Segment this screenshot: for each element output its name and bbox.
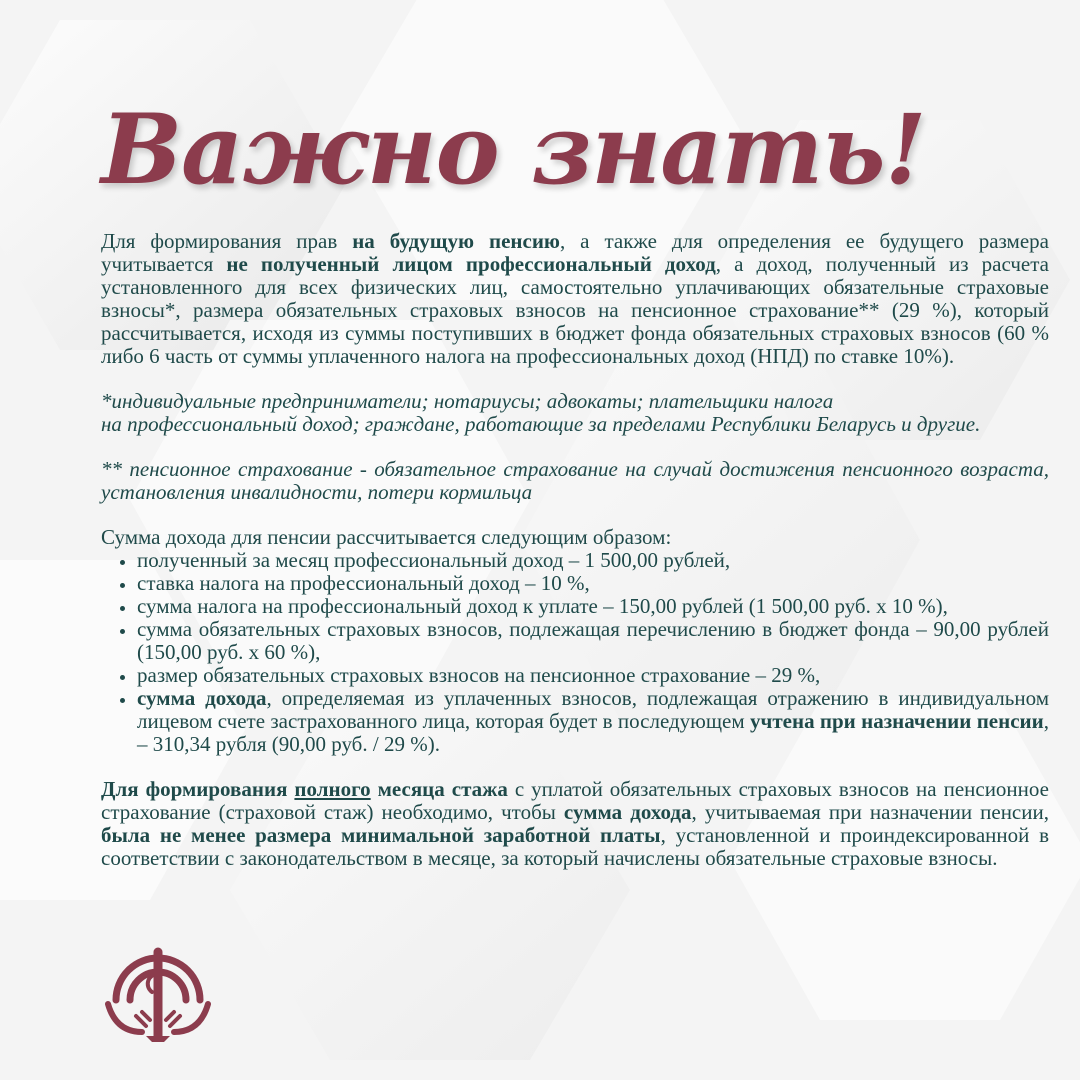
content xyxy=(101,90,1049,892)
list-item: • полученный за месяц профессиональный доход – 1 500,00 рублей, xyxy=(137,549,1049,572)
footnote-one: *индивидуальные предприниматели; нотариусы; адвокаты; плательщики налога на профессиональный доход; граждане, работающие за пределами Республики Беларусь и другие. xyxy=(101,389,981,436)
list-item: • размер обязательных страховых взносов на пенсионное страхование – 29 %, xyxy=(137,664,1049,687)
footnote-two: ** пенсионное страхование - обязательное страхование на случай достижения пенсионного возраста, установления инвалидности, потери кормильца xyxy=(101,457,1049,504)
list-item: • сумма налога на профессиональный доход к уплате – 150,00 рублей (1 500,00 руб. х 10 %), xyxy=(137,595,1049,618)
list-item: • сумма дохода, определяемая из уплаченных взносов, подлежащая отражению в индивидуальном лицевом счете застрахованного лица, которая будет в последующем учтена при назначении пенсии, – 310,34 рубля (90,00 руб. / 29 %). xyxy=(137,687,1049,756)
page-title: Важно знать! xyxy=(101,93,926,206)
fszn-emblem-icon xyxy=(102,946,214,1042)
calc-intro: Сумма дохода для пенсии рассчитывается следующим образом: xyxy=(101,525,672,549)
intro-paragraph: Для формирования прав на будущую пенсию, а также для определения ее будущего размера учитывается не полученный лицом профессиональный доход, а доход, полученный из расчета установленного для всех физических лиц, самостоятельно уплачивающих обязательные страховые взносы*, размера обязательных страховых взносов на пенсионное страхование** (29 %), который рассчитывается, исходя из суммы поступивших в бюджет фонда обязательных страховых взносов (60 % либо 6 часть от суммы уплаченного налога на профессиональных доход (НПД) по ставке 10%). xyxy=(101,229,1049,368)
list-item: • сумма обязательных страховых взносов, подлежащая перечислению в бюджет фонда – 90,00 рублей (150,00 руб. х 60 %), xyxy=(137,618,1049,664)
list-item: • ставка налога на профессиональный доход – 10 %, xyxy=(137,572,1049,595)
final-paragraph: Для формирования полного месяца стажа с уплатой обязательных страховых взносов на пенсионное страхование (страховой стаж) необходимо, чтобы сумма дохода, учитываемая при назначении пенсии, была не менее размера минимальной заработной платы, установленной и проиндексированной в соответствии с законодательством в месяце, за который начислены обязательные страховые взносы. xyxy=(101,777,1049,870)
calc-list xyxy=(101,549,1049,756)
